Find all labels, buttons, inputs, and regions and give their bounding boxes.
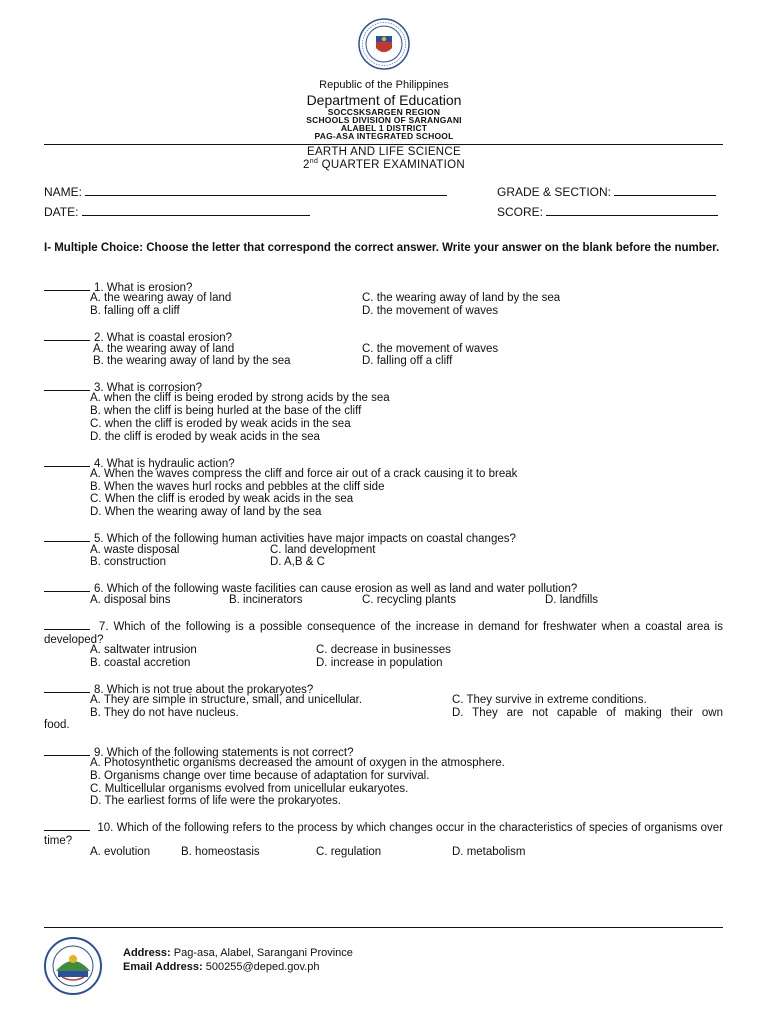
choice: A. the wearing away of land: [93, 343, 235, 355]
choice-wrap-tail: food.: [44, 719, 70, 731]
answer-blank[interactable]: [44, 581, 90, 592]
choice: C. They survive in extreme conditions.: [452, 694, 647, 706]
choice: C. Multicellular organisms evolved from unicellular eukaryotes.: [90, 783, 409, 795]
choice: A. evolution: [90, 846, 151, 858]
header-divider: [44, 144, 723, 145]
email-label: Email Address:: [123, 961, 203, 973]
question-10-stem: [44, 820, 723, 847]
choice: D. the cliff is eroded by weak acids in the sea: [90, 431, 320, 443]
choice: A. waste disposal: [90, 544, 180, 556]
choice-wrap-head: D. They are not capable of making their own: [452, 707, 723, 719]
answer-blank[interactable]: [44, 456, 90, 467]
answer-blank[interactable]: [44, 280, 90, 291]
name-blank[interactable]: [85, 184, 447, 196]
question-text: 10. Which of the following refers to the process by which changes occur in the characteristics of species of organisms over time?: [44, 822, 723, 847]
choice: C. recycling plants: [362, 594, 456, 606]
choice: C. When the cliff is eroded by weak acids in the sea: [90, 493, 354, 505]
choice: C. land development: [270, 544, 376, 556]
choice: A. when the cliff is being eroded by strong acids by the sea: [90, 392, 390, 404]
name-label: NAME:: [44, 185, 83, 199]
score-blank[interactable]: [546, 204, 718, 216]
answer-blank[interactable]: [44, 820, 90, 831]
quarter-number: 2: [303, 159, 310, 171]
question-text: 7. Which of the following is a possible consequence of the increase in demand for freshwater when a coastal area is developed?: [44, 621, 723, 646]
question-text: 6. Which of the following waste facilities can cause erosion as well as land and water pollution?: [94, 583, 578, 595]
choice: A. Photosynthetic organisms decreased the amount of oxygen in the atmosphere.: [90, 757, 505, 769]
choice: A. When the waves compress the cliff and force air out of a crack causing it to break: [90, 468, 518, 480]
choice: C. the wearing away of land by the sea: [362, 292, 561, 304]
district-name: ALABEL 1 DISTRICT: [340, 123, 428, 133]
question-text: 4. What is hydraulic action?: [94, 458, 235, 470]
choice: A. disposal bins: [90, 594, 171, 606]
answer-blank[interactable]: [44, 380, 90, 391]
date-label: DATE:: [44, 205, 79, 219]
answer-blank[interactable]: [44, 745, 90, 756]
choice: B. construction: [90, 556, 167, 568]
date-field: [44, 204, 310, 219]
score-label: SCORE:: [497, 205, 544, 219]
choice: D. falling off a cliff: [362, 355, 453, 367]
answer-blank[interactable]: [44, 330, 90, 341]
choice: D. When the wearing away of land by the sea: [90, 506, 322, 518]
choice: D. The earliest forms of life were the prokaryotes.: [90, 795, 341, 807]
choice: B. coastal accretion: [90, 657, 191, 669]
answer-blank[interactable]: [44, 682, 90, 693]
choice: B. Organisms change over time because of adaptation for survival.: [90, 770, 430, 782]
choice: D. the movement of waves: [362, 305, 499, 317]
quarter-label: QUARTER EXAMINATION: [318, 159, 465, 171]
deped-seal-logo: [358, 18, 410, 70]
department-name: Department of Education: [306, 92, 462, 108]
choice: C. when the cliff is eroded by weak acids in the sea: [90, 418, 351, 430]
email-value: 500255@deped.gov.ph: [202, 961, 320, 973]
footer-email: [123, 960, 319, 975]
region-name: SOCCSKSARGEN REGION: [327, 107, 441, 117]
question-text: 3. What is corrosion?: [94, 382, 203, 394]
exam-subject: EARTH AND LIFE SCIENCE: [306, 146, 461, 158]
name-field: [44, 184, 447, 199]
choice: B. the wearing away of land by the sea: [93, 355, 291, 367]
quarter-suffix: nd: [309, 158, 319, 166]
choice: C. regulation: [316, 846, 382, 858]
score-field: [497, 204, 718, 219]
grade-section-blank[interactable]: [614, 184, 716, 196]
instructions: I- Multiple Choice: Choose the letter that correspond the correct answer. Write your answer on the blank before the number.: [44, 242, 720, 254]
choice: A. the wearing away of land: [90, 292, 232, 304]
date-blank[interactable]: [82, 204, 310, 216]
choice: B. When the waves hurl rocks and pebbles at the cliff side: [90, 481, 385, 493]
question-text: 2. What is coastal erosion?: [94, 332, 233, 344]
address-value: Pag-asa, Alabel, Sarangani Province: [170, 947, 353, 959]
choice: B. incinerators: [229, 594, 303, 606]
school-name: PAG-ASA INTEGRATED SCHOOL: [314, 131, 454, 141]
choice: B. They do not have nucleus.: [90, 707, 239, 719]
choice: D. landfills: [545, 594, 599, 606]
choice: C. the movement of waves: [362, 343, 499, 355]
grade-section-label: GRADE & SECTION:: [497, 185, 612, 199]
answer-blank[interactable]: [44, 619, 90, 630]
choice: A. They are simple in structure, small, and unicellular.: [90, 694, 363, 706]
choice: B. falling off a cliff: [90, 305, 180, 317]
division-name: SCHOOLS DIVISION OF SARANGANI: [306, 115, 462, 125]
question-text: 8. Which is not true about the prokaryotes?: [94, 684, 314, 696]
choice: D. A,B & C: [270, 556, 325, 568]
choice: D. metabolism: [452, 846, 526, 858]
answer-blank[interactable]: [44, 531, 90, 542]
choice: B. when the cliff is being hurled at the base of the cliff: [90, 405, 362, 417]
address-label: Address:: [123, 947, 171, 959]
grade-section-field: [497, 184, 716, 199]
school-logo: [44, 937, 102, 995]
question-text: 9. Which of the following statements is not correct?: [94, 747, 354, 759]
question-text: 1. What is erosion?: [94, 282, 193, 294]
footer-address: [123, 946, 353, 961]
exam-quarter: [0, 159, 768, 171]
country-name: Republic of the Philippines: [319, 79, 449, 91]
footer-divider: [44, 927, 723, 928]
choice: B. homeostasis: [181, 846, 260, 858]
choice: C. decrease in businesses: [316, 644, 451, 656]
choice: A. saltwater intrusion: [90, 644, 197, 656]
question-7-stem: [44, 619, 723, 646]
question-text: 5. Which of the following human activities have major impacts on coastal changes?: [94, 533, 516, 545]
choice: D. increase in population: [316, 657, 443, 669]
